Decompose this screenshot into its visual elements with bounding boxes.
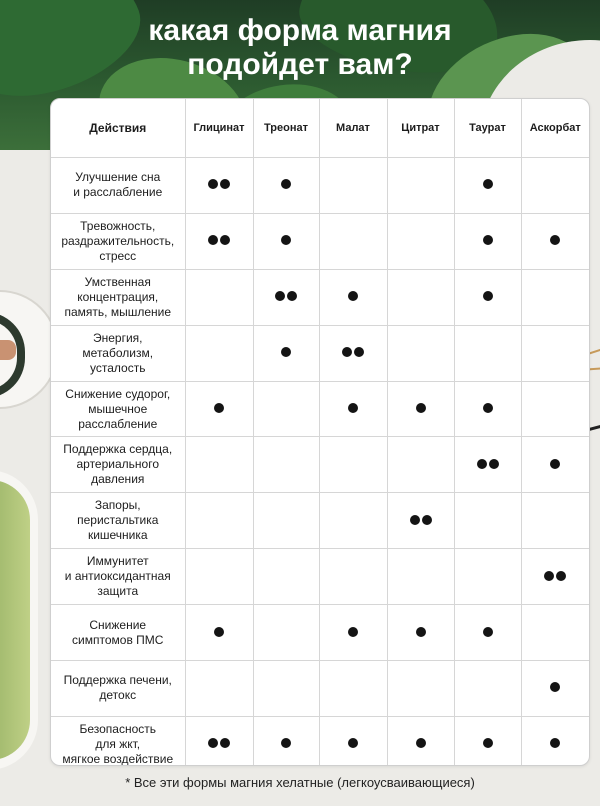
single-dot-mark: [416, 738, 426, 748]
table-cell: [521, 213, 589, 269]
single-dot-mark: [416, 403, 426, 413]
double-dot-mark: [208, 235, 230, 245]
table-cell: [185, 437, 253, 493]
column-header: Цитрат: [387, 99, 454, 158]
table-row: [51, 716, 589, 766]
row-label: Иммунитет и антиоксидантная защита: [51, 549, 185, 605]
dot-icon: [281, 347, 291, 357]
double-dot-mark: [410, 515, 432, 525]
column-header: Глицинат: [185, 99, 253, 158]
dot-icon: [416, 627, 426, 637]
dot-icon: [348, 403, 358, 413]
page-title: [0, 14, 600, 82]
dot-icon: [544, 571, 554, 581]
double-dot-mark: [208, 738, 230, 748]
single-dot-mark: [348, 627, 358, 637]
row-label: Снижение симптомов ПМС: [51, 605, 185, 661]
single-dot-mark: [281, 738, 291, 748]
table-cell: [253, 549, 319, 605]
dot-icon: [483, 179, 493, 189]
dot-icon: [348, 738, 358, 748]
table-cell: [319, 213, 387, 269]
table-cell: [319, 716, 387, 766]
table-cell: [521, 605, 589, 661]
table-cell: [185, 213, 253, 269]
single-dot-mark: [348, 291, 358, 301]
table-cell: [185, 661, 253, 717]
table-cell: [185, 381, 253, 437]
table-cell: [521, 549, 589, 605]
row-label: Поддержка сердца, артериального давления: [51, 437, 185, 493]
single-dot-mark: [483, 403, 493, 413]
table-cell: [253, 381, 319, 437]
row-label: Тревожность, раздражительность, стресс: [51, 213, 185, 269]
dot-icon: [483, 627, 493, 637]
table-cell: [319, 549, 387, 605]
table-cell: [253, 437, 319, 493]
single-dot-mark: [550, 682, 560, 692]
double-dot-mark: [342, 347, 364, 357]
single-dot-mark: [483, 235, 493, 245]
row-label: Безопасность для жкт, мягкое воздействие: [51, 716, 185, 766]
column-header: Аскорбат: [521, 99, 589, 158]
table-cell: [185, 493, 253, 549]
table-cell: [387, 437, 454, 493]
row-label: Снижение судорог, мышечное расслабление: [51, 381, 185, 437]
dot-icon: [348, 627, 358, 637]
dot-icon: [208, 235, 218, 245]
table-cell: [521, 437, 589, 493]
dot-icon: [416, 403, 426, 413]
table-cell: [454, 269, 521, 325]
table-cell: [454, 716, 521, 766]
table-cell: [185, 549, 253, 605]
table-cell: [454, 493, 521, 549]
row-label: Умственная концентрация, память, мышление: [51, 269, 185, 325]
single-dot-mark: [281, 347, 291, 357]
single-dot-mark: [214, 627, 224, 637]
double-dot-mark: [544, 571, 566, 581]
table-cell: [319, 269, 387, 325]
table-cell: [253, 493, 319, 549]
table-cell: [387, 158, 454, 214]
hand-image: [0, 340, 16, 360]
dot-icon: [214, 627, 224, 637]
table-cell: [319, 325, 387, 381]
table-cell: [454, 325, 521, 381]
dot-icon: [348, 291, 358, 301]
table-cell: [185, 716, 253, 766]
table-cell: [319, 661, 387, 717]
table-cell: [253, 325, 319, 381]
table-cell: [454, 158, 521, 214]
dot-icon: [550, 738, 560, 748]
table-cell: [387, 381, 454, 437]
table-cell: [319, 605, 387, 661]
table-cell: [521, 716, 589, 766]
table-row: [51, 437, 589, 493]
table-cell: [185, 605, 253, 661]
single-dot-mark: [550, 459, 560, 469]
dot-icon: [489, 459, 499, 469]
table-cell: [387, 605, 454, 661]
dot-icon: [220, 738, 230, 748]
magnesium-table-card: [50, 98, 590, 766]
table-cell: [253, 158, 319, 214]
dot-icon: [550, 459, 560, 469]
dot-icon: [483, 235, 493, 245]
single-dot-mark: [483, 291, 493, 301]
table-cell: [253, 661, 319, 717]
table-cell: [185, 269, 253, 325]
column-header-actions: Действия: [51, 99, 185, 158]
title-line-2: подойдет вам?: [187, 48, 413, 81]
table-cell: [253, 213, 319, 269]
table-cell: [387, 716, 454, 766]
dot-icon: [410, 515, 420, 525]
table-cell: [521, 269, 589, 325]
table-cell: [454, 661, 521, 717]
single-dot-mark: [483, 627, 493, 637]
dot-icon: [208, 179, 218, 189]
dot-icon: [287, 291, 297, 301]
dot-icon: [281, 738, 291, 748]
table-cell: [319, 381, 387, 437]
row-label: Запоры, перистальтика кишечника: [51, 493, 185, 549]
single-dot-mark: [281, 235, 291, 245]
table-cell: [387, 549, 454, 605]
table-cell: [387, 213, 454, 269]
column-header: Малат: [319, 99, 387, 158]
single-dot-mark: [348, 738, 358, 748]
table-cell: [253, 716, 319, 766]
table-cell: [454, 437, 521, 493]
dot-icon: [220, 235, 230, 245]
table-cell: [253, 269, 319, 325]
dot-icon: [477, 459, 487, 469]
dot-icon: [354, 347, 364, 357]
dot-icon: [556, 571, 566, 581]
table-cell: [319, 437, 387, 493]
table-row: [51, 661, 589, 717]
double-dot-mark: [208, 179, 230, 189]
table-cell: [387, 325, 454, 381]
row-label: Улучшение сна и расслабление: [51, 158, 185, 214]
table-cell: [454, 549, 521, 605]
table-row: [51, 605, 589, 661]
table-cell: [521, 325, 589, 381]
dot-icon: [416, 738, 426, 748]
dot-icon: [483, 403, 493, 413]
table-cell: [387, 269, 454, 325]
table-row: [51, 158, 589, 214]
magnesium-table: [51, 99, 589, 766]
column-header: Треонат: [253, 99, 319, 158]
dot-icon: [281, 235, 291, 245]
table-cell: [319, 493, 387, 549]
table-cell: [521, 661, 589, 717]
side-photo-green: [0, 480, 30, 760]
single-dot-mark: [550, 235, 560, 245]
table-row: [51, 213, 589, 269]
column-header: Таурат: [454, 99, 521, 158]
single-dot-mark: [483, 738, 493, 748]
dot-icon: [281, 179, 291, 189]
dot-icon: [550, 682, 560, 692]
single-dot-mark: [281, 179, 291, 189]
double-dot-mark: [477, 459, 499, 469]
table-cell: [185, 158, 253, 214]
table-row: [51, 493, 589, 549]
single-dot-mark: [214, 403, 224, 413]
row-label: Энергия, метаболизм, усталость: [51, 325, 185, 381]
table-cell: [387, 493, 454, 549]
table-cell: [521, 158, 589, 214]
dot-icon: [483, 291, 493, 301]
single-dot-mark: [550, 738, 560, 748]
dot-icon: [483, 738, 493, 748]
table-cell: [521, 381, 589, 437]
single-dot-mark: [483, 179, 493, 189]
dot-icon: [275, 291, 285, 301]
dot-icon: [208, 738, 218, 748]
table-cell: [521, 493, 589, 549]
dot-icon: [220, 179, 230, 189]
table-cell: [185, 325, 253, 381]
table-cell: [454, 605, 521, 661]
title-line-1: какая форма магния: [148, 14, 452, 47]
table-cell: [319, 158, 387, 214]
table-cell: [253, 605, 319, 661]
dot-icon: [422, 515, 432, 525]
single-dot-mark: [416, 627, 426, 637]
dot-icon: [550, 235, 560, 245]
table-row: [51, 269, 589, 325]
double-dot-mark: [275, 291, 297, 301]
row-label: Поддержка печени, детокс: [51, 661, 185, 717]
table-row: [51, 381, 589, 437]
table-cell: [454, 213, 521, 269]
table-row: [51, 325, 589, 381]
table-row: [51, 549, 589, 605]
table-cell: [454, 381, 521, 437]
single-dot-mark: [348, 403, 358, 413]
footnote: * Все эти формы магния хелатные (легкоусваивающиеся): [125, 775, 475, 790]
table-header-row: [51, 99, 589, 158]
dot-icon: [342, 347, 352, 357]
table-cell: [387, 661, 454, 717]
dot-icon: [214, 403, 224, 413]
